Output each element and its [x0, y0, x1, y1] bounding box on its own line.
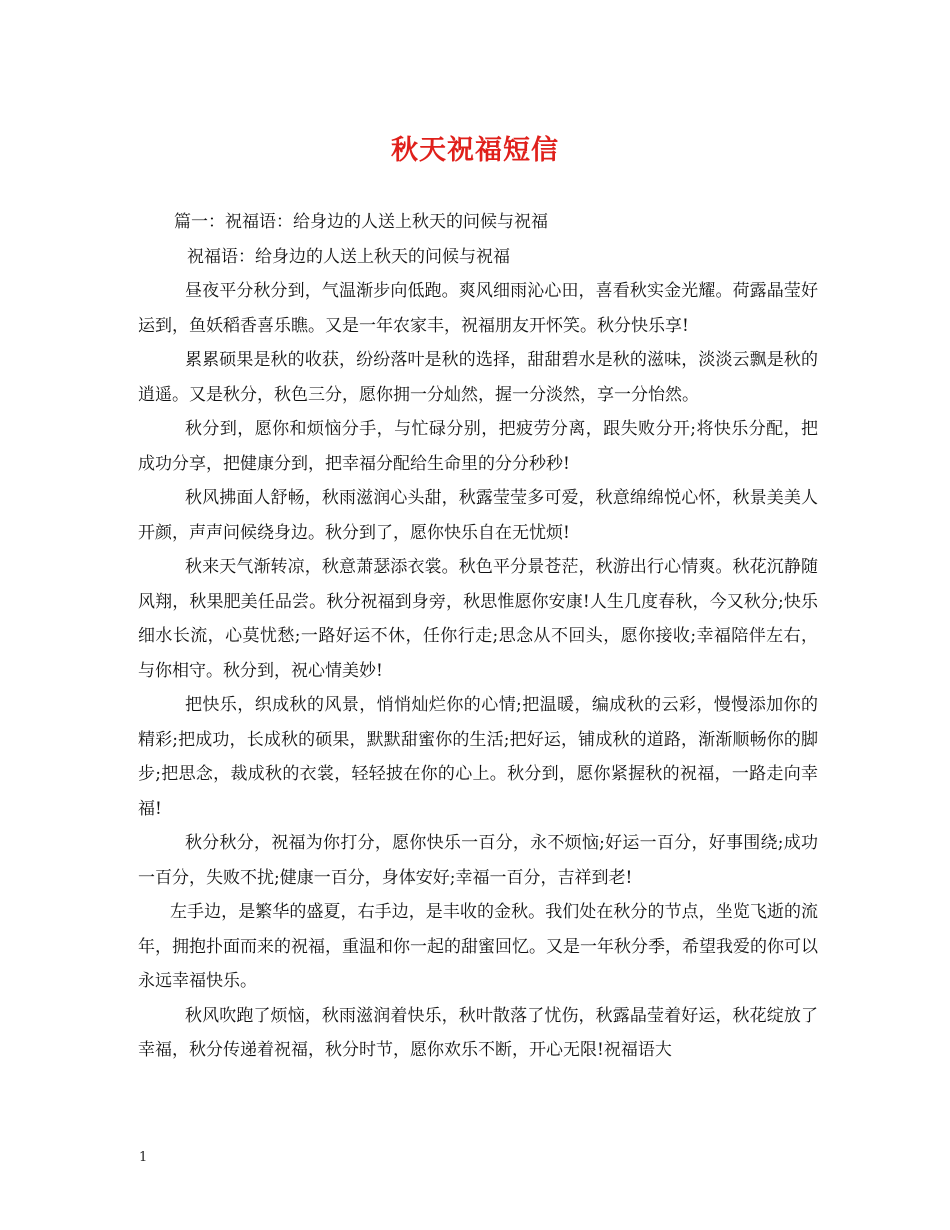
page-number: 1 [139, 1150, 148, 1165]
paragraph: 秋风吹跑了烦恼，秋雨滋润着快乐，秋叶散落了忧伤，秋露晶莹着好运，秋花绽放了幸福，秋分传递着祝福，秋分时节，愿你欢乐不断，开心无限!祝福语大 [138, 1005, 818, 1060]
paragraph: 累累硕果是秋的收获，纷纷落叶是秋的选择，甜甜碧水是秋的滋味，淡淡云飘是秋的逍遥。又是秋分，秋色三分，愿你拥一分灿然，握一分淡然，享一分怡然。 [138, 350, 818, 405]
paragraph: 把快乐，织成秋的风景，悄悄灿烂你的心情;把温暖，编成秋的云彩，慢慢添加你的精彩;把成功，长成秋的硕果，默默甜蜜你的生活;把好运，铺成秋的道路，渐渐顺畅你的脚步;把思念，裁成秋的衣裳，轻轻披在你的心上。秋分到，愿你紧握秋的祝福，一路走向幸福! [138, 695, 818, 819]
paragraph: 秋分秋分，祝福为你打分，愿你快乐一百分，永不烦恼;好运一百分，好事围绕;成功一百分，失败不扰;健康一百分，身体安好;幸福一百分，吉祥到老! [138, 833, 818, 888]
subsection-heading: 祝福语：给身边的人送上秋天的问候与祝福 [187, 246, 510, 267]
paragraph: 秋分到，愿你和烦恼分手，与忙碌分别，把疲劳分离，跟失败分开;将快乐分配，把成功分享，把健康分到，把幸福分配给生命里的分分秒秒! [138, 419, 818, 474]
paragraph: 秋来天气渐转凉，秋意萧瑟添衣裳。秋色平分景苍茫，秋游出行心情爽。秋花沉静随风翔，秋果肥美任品尝。秋分祝福到身旁，秋思惟愿你安康!人生几度春秋，今又秋分;快乐细水长流，心莫忧愁;一路好运不休，任你行走;思念从不回头，愿你接收;幸福陪伴左右，与你相守。秋分到，祝心情美妙! [138, 557, 818, 681]
section-heading: 篇一：祝福语：给身边的人送上秋天的问候与祝福 [174, 212, 548, 232]
paragraph: 昼夜平分秋分到，气温渐步向低跑。爽风细雨沁心田，喜看秋实金光耀。荷露晶莹好运到，鱼妖稻香喜乐瞧。又是一年农家丰，祝福朋友开怀笑。秋分快乐享! [138, 281, 818, 336]
document-body [138, 205, 818, 1068]
paragraph: 左手边，是繁华的盛夏，右手边，是丰收的金秋。我们处在秋分的节点，坐览飞逝的流年，拥抱扑面而来的祝福，重温和你一起的甜蜜回忆。又是一年秋分季，希望我爱的你可以永远幸福快乐。 [138, 902, 818, 991]
document-title: 秋天祝福短信 [391, 135, 559, 166]
paragraph: 秋风拂面人舒畅，秋雨滋润心头甜，秋露莹莹多可爱，秋意绵绵悦心怀，秋景美美人开颜，声声问候绕身边。秋分到了，愿你快乐自在无忧烦! [138, 488, 818, 543]
